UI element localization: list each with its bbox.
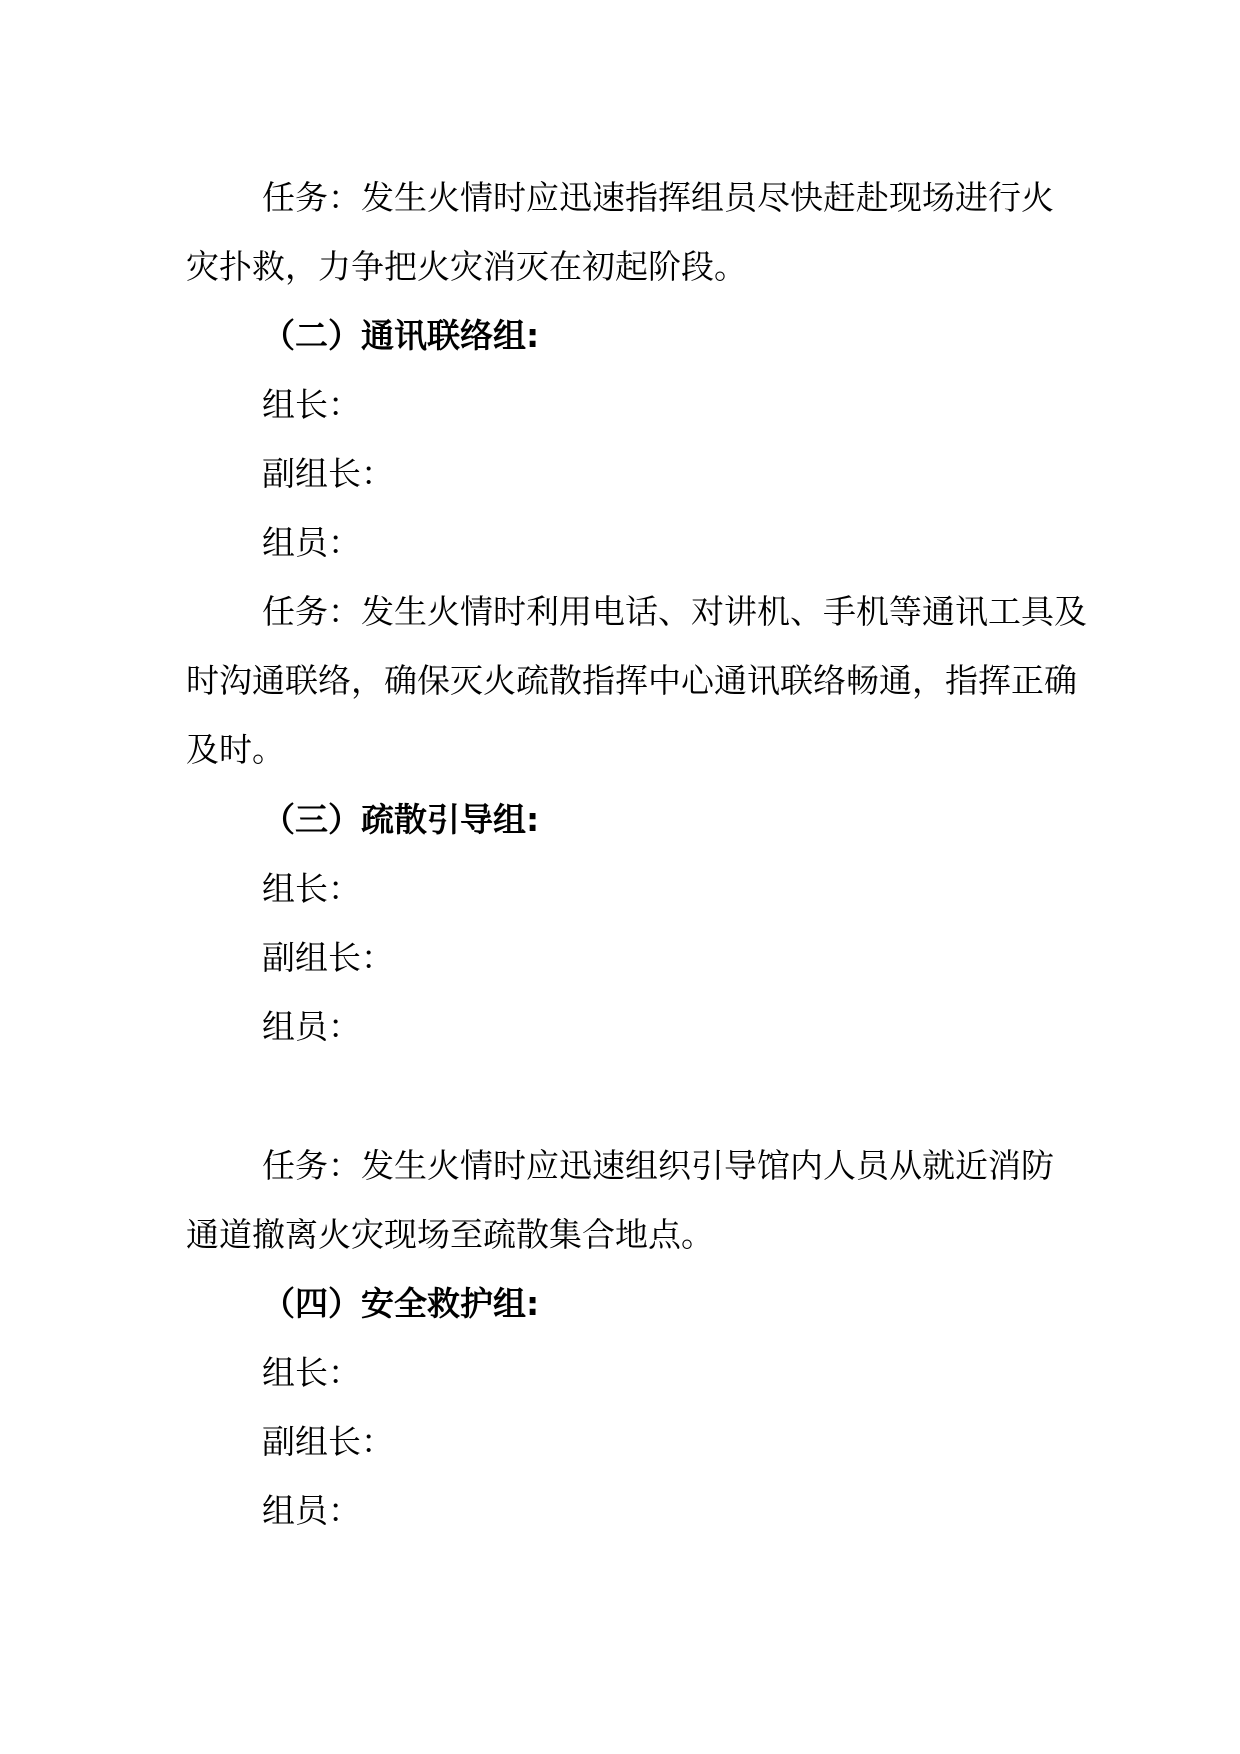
section2-task-line2: 时沟通联络，确保灭火疏散指挥中心通讯联络畅通，指挥正确 <box>186 661 1077 700</box>
section2-task-line1: 任务：发生火情时利用电话、对讲机、手机等通讯工具及 <box>262 592 1087 631</box>
section1-task-line1: 任务：发生火情时应迅速指挥组员尽快赶赴现场进行火 <box>262 178 1054 217</box>
section1-task-line2: 灾扑救，力争把火灾消灭在初起阶段。 <box>186 247 747 286</box>
section4-members-label: 组员： <box>262 1491 361 1530</box>
section4-leader-label: 组长： <box>262 1353 361 1392</box>
section3-leader-label: 组长： <box>262 869 361 908</box>
section3-deputy-label: 副组长： <box>262 938 394 977</box>
section2-deputy-label: 副组长： <box>262 454 394 493</box>
section3-task-line2: 通道撤离火灾现场至疏散集合地点。 <box>186 1215 714 1254</box>
section4-heading: （四）安全救护组: <box>262 1284 540 1323</box>
section2-leader-label: 组长： <box>262 385 361 424</box>
section3-heading: （三）疏散引导组: <box>262 800 540 839</box>
section3-task-line1: 任务：发生火情时应迅速组织引导馆内人员从就近消防 <box>262 1146 1054 1185</box>
section4-deputy-label: 副组长： <box>262 1422 394 1461</box>
section2-task-line3: 及时。 <box>186 730 285 769</box>
section2-heading: （二）通讯联络组: <box>262 316 540 355</box>
section3-members-label: 组员： <box>262 1007 361 1046</box>
section2-members-label: 组员： <box>262 523 361 562</box>
